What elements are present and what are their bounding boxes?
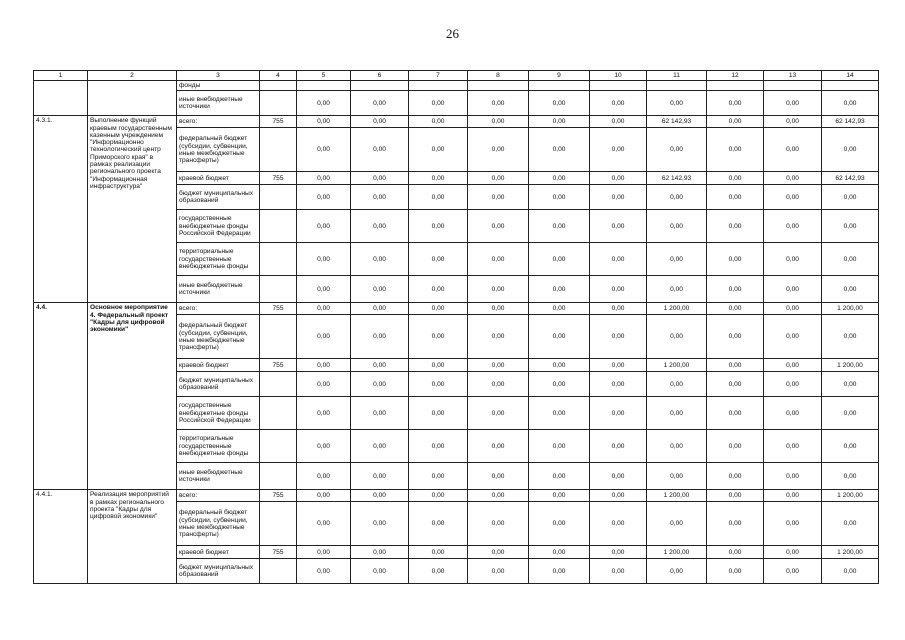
- funding-source: бюджет муниципальных образований: [177, 372, 260, 397]
- amount-cell: 0,00: [468, 210, 529, 243]
- funding-source: федеральный бюджет (субсидии, субвенции, иные межбюджетные трансферты): [177, 128, 260, 172]
- amount-cell: 0,00: [468, 430, 529, 463]
- amount-cell: [647, 81, 707, 91]
- amount-cell: 0,00: [764, 116, 822, 128]
- amount-cell: 62 142,93: [647, 116, 707, 128]
- amount-cell: 0,00: [590, 243, 647, 276]
- budget-code: [260, 81, 297, 91]
- amount-cell: [297, 81, 351, 91]
- amount-cell: 0,00: [707, 276, 764, 303]
- measure-code: [34, 81, 88, 116]
- amount-cell: 0,00: [468, 116, 529, 128]
- funding-source: территориальные государственные внебюджетные фонды: [177, 243, 260, 276]
- amount-cell: 0,00: [590, 116, 647, 128]
- amount-cell: 0,00: [409, 397, 468, 430]
- budget-code: [260, 243, 297, 276]
- amount-cell: 1 200,00: [822, 359, 879, 372]
- amount-cell: 0,00: [351, 430, 409, 463]
- amount-cell: 0,00: [409, 303, 468, 315]
- amount-cell: 0,00: [707, 172, 764, 185]
- amount-cell: 0,00: [822, 210, 879, 243]
- budget-code: [260, 276, 297, 303]
- amount-cell: 0,00: [764, 91, 822, 116]
- amount-cell: 0,00: [297, 463, 351, 490]
- amount-cell: 0,00: [297, 116, 351, 128]
- funding-source: федеральный бюджет (субсидии, субвенции, иные межбюджетные трансферты): [177, 315, 260, 359]
- measure-code: 4.3.1.: [34, 116, 88, 303]
- amount-cell: 0,00: [590, 185, 647, 210]
- amount-cell: 0,00: [529, 559, 590, 584]
- amount-cell: 0,00: [707, 128, 764, 172]
- budget-code: [260, 430, 297, 463]
- amount-cell: [590, 81, 647, 91]
- amount-cell: 0,00: [764, 502, 822, 546]
- amount-cell: 0,00: [409, 490, 468, 502]
- amount-cell: 0,00: [529, 276, 590, 303]
- amount-cell: 0,00: [409, 116, 468, 128]
- amount-cell: 62 142,93: [647, 172, 707, 185]
- amount-cell: 0,00: [647, 210, 707, 243]
- table-row: [34, 490, 879, 502]
- funding-source: бюджет муниципальных образований: [177, 559, 260, 584]
- amount-cell: 0,00: [351, 116, 409, 128]
- amount-cell: 0,00: [351, 276, 409, 303]
- amount-cell: 0,00: [351, 463, 409, 490]
- amount-cell: 0,00: [822, 502, 879, 546]
- budget-code: [260, 91, 297, 116]
- amount-cell: 0,00: [764, 172, 822, 185]
- amount-cell: 0,00: [647, 128, 707, 172]
- amount-cell: 0,00: [590, 303, 647, 315]
- budget-code: [260, 397, 297, 430]
- amount-cell: 0,00: [351, 397, 409, 430]
- amount-cell: 0,00: [590, 546, 647, 559]
- amount-cell: 0,00: [764, 128, 822, 172]
- amount-cell: 0,00: [764, 559, 822, 584]
- amount-cell: 0,00: [409, 210, 468, 243]
- budget-code: [260, 185, 297, 210]
- amount-cell: 0,00: [468, 91, 529, 116]
- amount-cell: 0,00: [647, 315, 707, 359]
- amount-cell: 1 200,00: [647, 490, 707, 502]
- funding-source: территориальные государственные внебюджетные фонды: [177, 430, 260, 463]
- funding-source: всего:: [177, 303, 260, 315]
- measure-name: Выполнение функций краевым государственным казенным учреждением "Информационно технологический центр Приморского края" в рамках реализации регионального проекта "Информационная инфраструктура": [88, 116, 177, 303]
- amount-cell: 0,00: [351, 546, 409, 559]
- amount-cell: [409, 81, 468, 91]
- amount-cell: 0,00: [529, 502, 590, 546]
- amount-cell: 0,00: [764, 359, 822, 372]
- amount-cell: 0,00: [297, 172, 351, 185]
- budget-code: [260, 315, 297, 359]
- amount-cell: 0,00: [409, 430, 468, 463]
- measure-name: Реализация мероприятий в рамках регионального проекта "Кадры для цифровой экономики": [88, 490, 177, 584]
- amount-cell: 0,00: [590, 210, 647, 243]
- table-row: [34, 81, 879, 91]
- amount-cell: 1 200,00: [822, 303, 879, 315]
- amount-cell: 0,00: [590, 397, 647, 430]
- amount-cell: 0,00: [707, 502, 764, 546]
- amount-cell: 0,00: [822, 559, 879, 584]
- column-header: 10: [590, 71, 647, 81]
- amount-cell: 0,00: [822, 315, 879, 359]
- amount-cell: 0,00: [351, 559, 409, 584]
- amount-cell: 0,00: [590, 91, 647, 116]
- amount-cell: 0,00: [647, 91, 707, 116]
- amount-cell: 0,00: [647, 372, 707, 397]
- amount-cell: 0,00: [351, 128, 409, 172]
- amount-cell: 1 200,00: [647, 359, 707, 372]
- amount-cell: 0,00: [764, 463, 822, 490]
- amount-cell: 62 142,93: [822, 116, 879, 128]
- amount-cell: [529, 81, 590, 91]
- table-row: [34, 116, 879, 128]
- funding-source: бюджет муниципальных образований: [177, 185, 260, 210]
- amount-cell: 0,00: [468, 490, 529, 502]
- header-row: [34, 71, 879, 81]
- amount-cell: 0,00: [409, 128, 468, 172]
- measure-code: 4.4.: [34, 303, 88, 490]
- budget-code: 755: [260, 172, 297, 185]
- amount-cell: 0,00: [529, 243, 590, 276]
- amount-cell: 0,00: [590, 172, 647, 185]
- amount-cell: 0,00: [647, 276, 707, 303]
- amount-cell: 0,00: [529, 463, 590, 490]
- amount-cell: 0,00: [351, 303, 409, 315]
- amount-cell: 0,00: [707, 91, 764, 116]
- amount-cell: 0,00: [297, 91, 351, 116]
- amount-cell: 0,00: [822, 243, 879, 276]
- measure-name: [88, 81, 177, 116]
- funding-source: краевой бюджет: [177, 172, 260, 185]
- budget-code: 755: [260, 303, 297, 315]
- amount-cell: 0,00: [468, 372, 529, 397]
- amount-cell: 0,00: [351, 91, 409, 116]
- amount-cell: 0,00: [529, 546, 590, 559]
- amount-cell: 0,00: [409, 276, 468, 303]
- amount-cell: 0,00: [351, 243, 409, 276]
- column-header: 13: [764, 71, 822, 81]
- amount-cell: 0,00: [297, 359, 351, 372]
- amount-cell: 0,00: [822, 463, 879, 490]
- amount-cell: 0,00: [822, 430, 879, 463]
- amount-cell: 0,00: [409, 463, 468, 490]
- amount-cell: 0,00: [590, 315, 647, 359]
- amount-cell: 0,00: [297, 243, 351, 276]
- amount-cell: 0,00: [647, 430, 707, 463]
- amount-cell: 0,00: [468, 502, 529, 546]
- amount-cell: 1 200,00: [822, 546, 879, 559]
- amount-cell: 0,00: [468, 397, 529, 430]
- amount-cell: 0,00: [409, 243, 468, 276]
- column-header: 5: [297, 71, 351, 81]
- amount-cell: 0,00: [529, 490, 590, 502]
- column-header: 7: [409, 71, 468, 81]
- amount-cell: 0,00: [647, 559, 707, 584]
- budget-code: 755: [260, 490, 297, 502]
- amount-cell: 0,00: [297, 276, 351, 303]
- budget-code: [260, 128, 297, 172]
- page-number: 26: [446, 26, 459, 41]
- amount-cell: 0,00: [529, 210, 590, 243]
- amount-cell: 0,00: [351, 372, 409, 397]
- amount-cell: 0,00: [297, 546, 351, 559]
- amount-cell: 0,00: [529, 430, 590, 463]
- amount-cell: 0,00: [351, 315, 409, 359]
- amount-cell: 0,00: [529, 303, 590, 315]
- amount-cell: 0,00: [468, 315, 529, 359]
- amount-cell: 0,00: [707, 430, 764, 463]
- amount-cell: 0,00: [764, 546, 822, 559]
- amount-cell: 0,00: [529, 91, 590, 116]
- amount-cell: 0,00: [468, 463, 529, 490]
- budget-code: [260, 372, 297, 397]
- amount-cell: 0,00: [764, 276, 822, 303]
- amount-cell: 0,00: [707, 303, 764, 315]
- measure-code: 4.4.1.: [34, 490, 88, 584]
- amount-cell: 0,00: [590, 490, 647, 502]
- amount-cell: 0,00: [297, 315, 351, 359]
- amount-cell: 0,00: [822, 397, 879, 430]
- amount-cell: 0,00: [297, 490, 351, 502]
- amount-cell: 0,00: [590, 559, 647, 584]
- amount-cell: 0,00: [764, 430, 822, 463]
- amount-cell: 0,00: [351, 210, 409, 243]
- amount-cell: 0,00: [529, 359, 590, 372]
- amount-cell: 0,00: [707, 359, 764, 372]
- budget-code: [260, 502, 297, 546]
- amount-cell: 0,00: [707, 315, 764, 359]
- amount-cell: 0,00: [707, 463, 764, 490]
- amount-cell: 0,00: [590, 276, 647, 303]
- amount-cell: 0,00: [409, 359, 468, 372]
- funding-source: краевой бюджет: [177, 359, 260, 372]
- amount-cell: 0,00: [297, 430, 351, 463]
- amount-cell: 0,00: [468, 185, 529, 210]
- amount-cell: 0,00: [529, 116, 590, 128]
- column-header: 12: [707, 71, 764, 81]
- amount-cell: 0,00: [297, 128, 351, 172]
- budget-code: [260, 559, 297, 584]
- amount-cell: 0,00: [707, 372, 764, 397]
- amount-cell: 0,00: [297, 185, 351, 210]
- funding-source: всего:: [177, 490, 260, 502]
- amount-cell: 0,00: [351, 172, 409, 185]
- amount-cell: 0,00: [647, 397, 707, 430]
- amount-cell: 0,00: [822, 372, 879, 397]
- amount-cell: 0,00: [707, 185, 764, 210]
- amount-cell: 0,00: [764, 243, 822, 276]
- amount-cell: 0,00: [529, 372, 590, 397]
- amount-cell: 0,00: [764, 315, 822, 359]
- amount-cell: 0,00: [529, 397, 590, 430]
- amount-cell: 0,00: [351, 490, 409, 502]
- amount-cell: 0,00: [468, 559, 529, 584]
- funding-source: иные внебюджетные источники: [177, 276, 260, 303]
- amount-cell: 0,00: [764, 210, 822, 243]
- amount-cell: 0,00: [764, 185, 822, 210]
- amount-cell: 0,00: [297, 502, 351, 546]
- amount-cell: 0,00: [409, 172, 468, 185]
- table-header: [34, 71, 879, 81]
- amount-cell: 0,00: [409, 502, 468, 546]
- table-row: [34, 303, 879, 315]
- amount-cell: 0,00: [764, 303, 822, 315]
- column-header: 2: [88, 71, 177, 81]
- amount-cell: 0,00: [647, 185, 707, 210]
- amount-cell: 0,00: [297, 372, 351, 397]
- amount-cell: 0,00: [764, 397, 822, 430]
- funding-source: государственные внебюджетные фонды Российской Федерации: [177, 210, 260, 243]
- amount-cell: 0,00: [590, 430, 647, 463]
- amount-cell: 0,00: [409, 546, 468, 559]
- amount-cell: 0,00: [297, 559, 351, 584]
- amount-cell: 0,00: [351, 359, 409, 372]
- amount-cell: 0,00: [707, 559, 764, 584]
- column-header: 8: [468, 71, 529, 81]
- amount-cell: 0,00: [409, 559, 468, 584]
- amount-cell: 0,00: [351, 502, 409, 546]
- amount-cell: 0,00: [529, 185, 590, 210]
- budget-code: 755: [260, 546, 297, 559]
- amount-cell: 0,00: [590, 359, 647, 372]
- amount-cell: 62 142,93: [822, 172, 879, 185]
- amount-cell: 0,00: [468, 172, 529, 185]
- amount-cell: [468, 81, 529, 91]
- funding-source: всего:: [177, 116, 260, 128]
- column-header: 6: [351, 71, 409, 81]
- amount-cell: [764, 81, 822, 91]
- amount-cell: 0,00: [822, 276, 879, 303]
- funding-source: федеральный бюджет (субсидии, субвенции, иные межбюджетные трансферты): [177, 502, 260, 546]
- column-header: 14: [822, 71, 879, 81]
- amount-cell: 0,00: [468, 546, 529, 559]
- amount-cell: 0,00: [468, 303, 529, 315]
- amount-cell: 0,00: [822, 185, 879, 210]
- amount-cell: 0,00: [707, 243, 764, 276]
- amount-cell: 0,00: [409, 91, 468, 116]
- column-header: 1: [34, 71, 88, 81]
- amount-cell: 0,00: [409, 372, 468, 397]
- amount-cell: 0,00: [647, 502, 707, 546]
- funding-table: [33, 70, 879, 584]
- funding-source: иные внебюджетные источники: [177, 91, 260, 116]
- amount-cell: 0,00: [409, 185, 468, 210]
- amount-cell: 0,00: [590, 502, 647, 546]
- amount-cell: 0,00: [764, 372, 822, 397]
- column-header: 11: [647, 71, 707, 81]
- amount-cell: 0,00: [822, 91, 879, 116]
- amount-cell: 0,00: [590, 463, 647, 490]
- amount-cell: 0,00: [707, 490, 764, 502]
- budget-code: 755: [260, 116, 297, 128]
- budget-code: [260, 463, 297, 490]
- funding-source: иные внебюджетные источники: [177, 463, 260, 490]
- amount-cell: 0,00: [468, 276, 529, 303]
- column-header: 4: [260, 71, 297, 81]
- amount-cell: 0,00: [529, 172, 590, 185]
- amount-cell: [822, 81, 879, 91]
- amount-cell: 0,00: [707, 546, 764, 559]
- amount-cell: 1 200,00: [647, 303, 707, 315]
- budget-code: 755: [260, 359, 297, 372]
- amount-cell: 0,00: [707, 397, 764, 430]
- funding-source: государственные внебюджетные фонды Российской Федерации: [177, 397, 260, 430]
- amount-cell: 0,00: [468, 128, 529, 172]
- column-header: 9: [529, 71, 590, 81]
- column-header: 3: [177, 71, 260, 81]
- amount-cell: 0,00: [297, 397, 351, 430]
- amount-cell: 0,00: [297, 210, 351, 243]
- funding-source: краевой бюджет: [177, 546, 260, 559]
- amount-cell: 0,00: [468, 243, 529, 276]
- amount-cell: 1 200,00: [822, 490, 879, 502]
- amount-cell: 0,00: [707, 116, 764, 128]
- measure-name: Основное мероприятие 4. Федеральный проект "Кадры для цифровой экономики": [88, 303, 177, 490]
- amount-cell: 0,00: [590, 372, 647, 397]
- amount-cell: 1 200,00: [647, 546, 707, 559]
- amount-cell: 0,00: [707, 210, 764, 243]
- amount-cell: 0,00: [529, 128, 590, 172]
- amount-cell: [707, 81, 764, 91]
- funding-source: фонды: [177, 81, 260, 91]
- amount-cell: [351, 81, 409, 91]
- amount-cell: 0,00: [764, 490, 822, 502]
- amount-cell: 0,00: [590, 128, 647, 172]
- amount-cell: 0,00: [351, 185, 409, 210]
- amount-cell: 0,00: [529, 315, 590, 359]
- amount-cell: 0,00: [647, 463, 707, 490]
- amount-cell: 0,00: [647, 243, 707, 276]
- amount-cell: 0,00: [468, 359, 529, 372]
- table-body: [34, 81, 879, 584]
- amount-cell: 0,00: [297, 303, 351, 315]
- amount-cell: 0,00: [822, 128, 879, 172]
- amount-cell: 0,00: [409, 315, 468, 359]
- budget-code: [260, 210, 297, 243]
